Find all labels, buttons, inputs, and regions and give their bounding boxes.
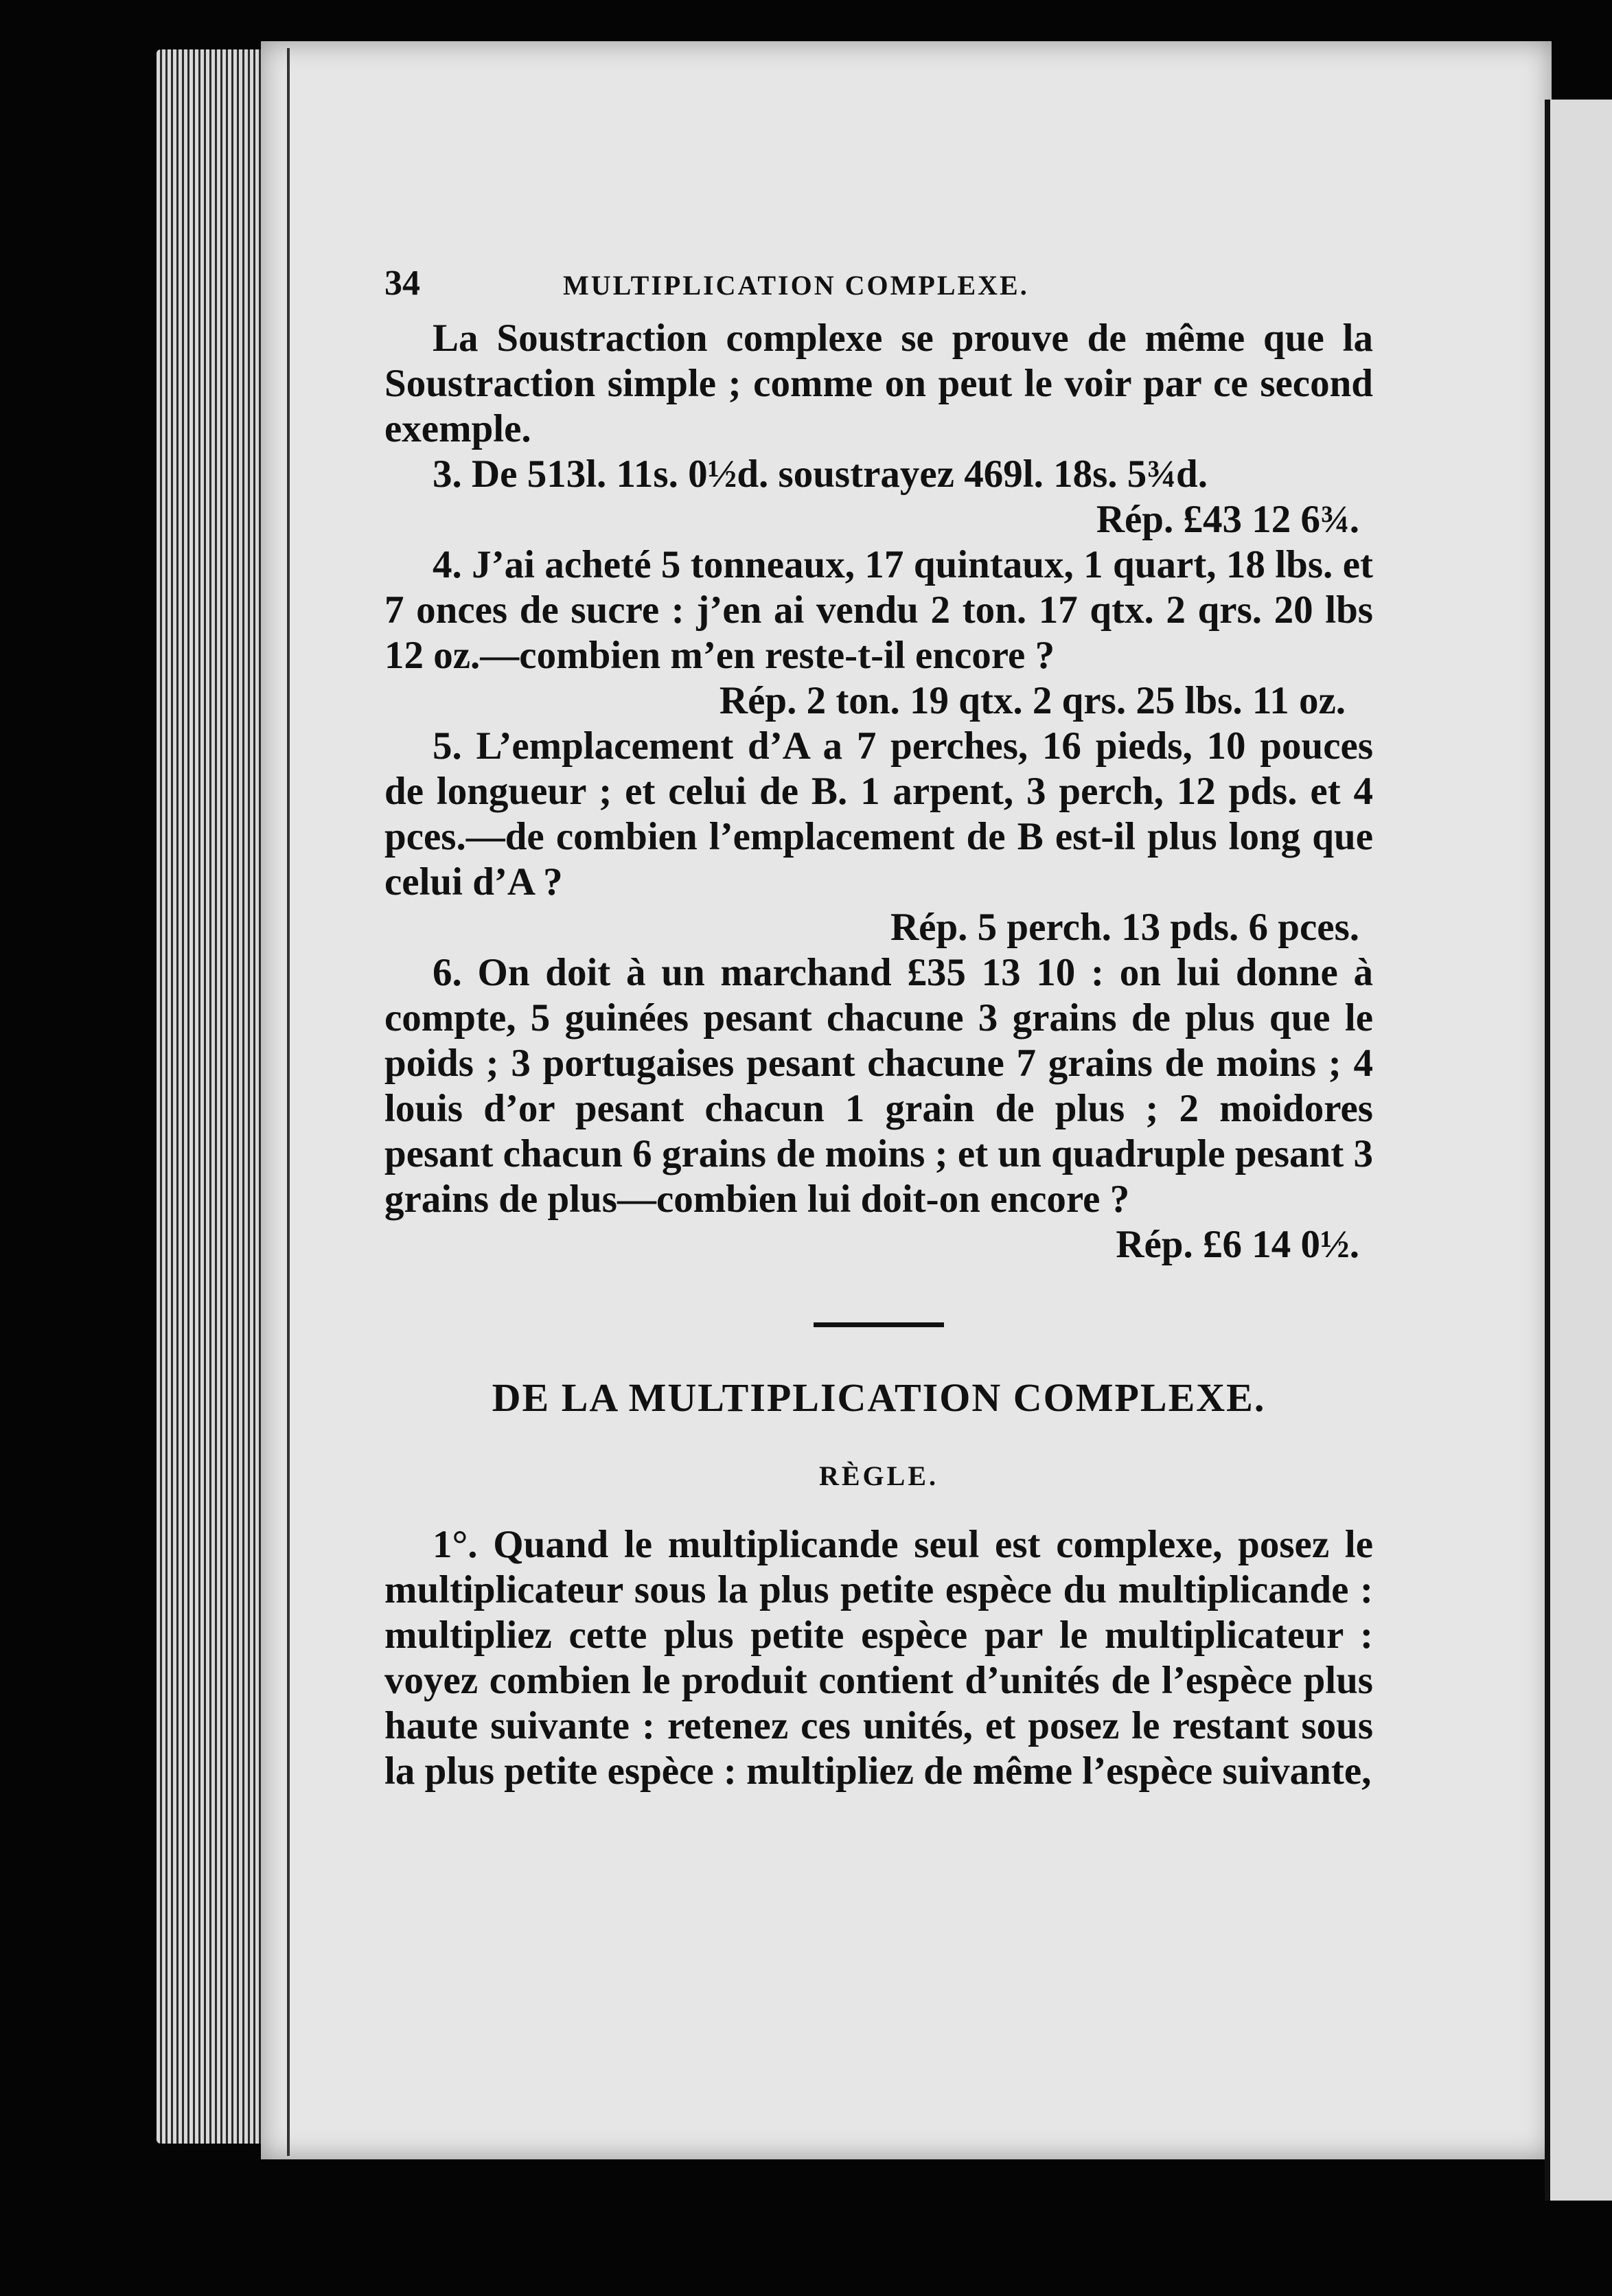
page-gutter-line xyxy=(287,48,290,2156)
running-title: MULTIPLICATION COMPLEXE. xyxy=(563,270,1029,301)
page-number: 34 xyxy=(384,264,420,303)
section-title: DE LA MULTIPLICATION COMPLEXE. xyxy=(492,1375,1266,1420)
exercise-6: 6. On doit à un marchand £35 13 10 : on lui donne à compte, 5 guinées pesant chacune 3 grains de plus que le poids ; 3 portugaises pesant chacune 7 grains de moins ; 4 louis d’or pesant chacun 1 grain de plus ; 2 moidores pesant chacun 6 grains de moins ; et un quadruple pesant 3 grains de plus—combien lui doit-on encore ? xyxy=(384,951,1373,1221)
exercise-4-answer: Rép. 2 ton. 19 qtx. 2 qrs. 25 lbs. 11 oz. xyxy=(719,679,1346,722)
intro-paragraph: La Soustraction complexe se prouve de même que la Soustraction simple ; comme on peut le voir par ce second exemple. xyxy=(384,317,1373,450)
rule-heading: RÈGLE. xyxy=(818,1460,939,1491)
exercise-4: 4. J’ai acheté 5 tonneaux, 17 quintaux, 1 quart, 18 lbs. et 7 onces de sucre : j’en ai vendu 2 ton. 17 qtx. 2 qrs. 20 lbs 12 oz.—combien m’en reste-t-il encore ? xyxy=(384,543,1373,677)
running-head xyxy=(384,261,1373,316)
exercise-5-answer: Rép. 5 perch. 13 pds. 6 pces. xyxy=(890,906,1359,949)
facing-page-edge xyxy=(1545,100,1612,2201)
page-text xyxy=(384,261,1373,1794)
exercise-3: 3. De 513l. 11s. 0½d. soustrayez 469l. 18s. 5¾d. xyxy=(433,452,1208,496)
exercise-5: 5. L’emplacement d’A a 7 perches, 16 pieds, 10 pouces de longueur ; et celui de B. 1 arpent, 3 perch, 12 pds. et 4 pces.—de combien l’emplacement de B est-il plus long que celui d’A ? xyxy=(384,724,1373,904)
section-divider xyxy=(814,1322,944,1327)
exercise-3-answer: Rép. £43 12 6¾. xyxy=(1096,498,1359,541)
rule-paragraph: 1°. Quand le multiplicande seul est complexe, posez le multiplicateur sous la plus petite espèce du multiplicande : multipliez cette plus petite espèce par le multiplicateur : voyez combien le produit contient d’unités de l’espèce plus haute suivante : retenez ces unités, et posez le restant sous la plus petite espèce : multipliez de même l’espèce suivante, xyxy=(384,1523,1373,1793)
exercise-6-answer: Rép. £6 14 0½. xyxy=(1116,1223,1359,1266)
page-edges xyxy=(157,49,266,2144)
